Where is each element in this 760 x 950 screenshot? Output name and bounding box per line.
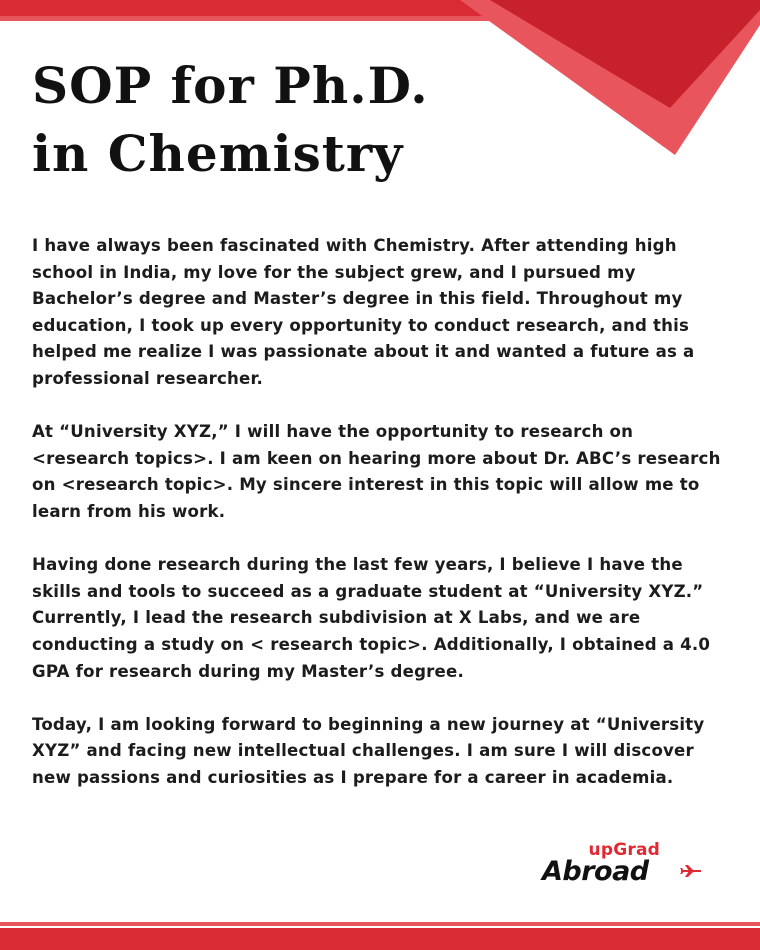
sop-body [32, 233, 722, 818]
page-title [32, 52, 429, 188]
paragraph-4: Today, I am looking forward to beginning a new journey at “University XYZ” and facing new intellectual challenges. I am sure I will discover new passions and curiosities as I prepare for a career in academia. [32, 714, 705, 787]
logo-abroad-text: Abroad [542, 856, 649, 887]
bottom-accent-bar [0, 928, 760, 950]
paragraph-3: Having done research during the last few years, I believe I have the skills and tools to succeed as a graduate student at “University XYZ.” Currently, I lead the research subdivision at X Labs, and we are conducting a study on < research topic>. Additionally, I obtained a 4.0 GPA for research during my Master’s degree. [32, 555, 711, 681]
logo-upgrad-text: upGrad [588, 840, 660, 860]
upgrad-abroad-logo [542, 840, 702, 890]
paragraph-2: At “University XYZ,” I will have the opportunity to research on <research topics>. I am keen on hearing more about Dr. ABC’s research on <research topic>. My sincere interest in this topic will allow me to learn from his work. [32, 422, 721, 521]
title-line-2: in Chemistry [32, 124, 404, 183]
paragraph-1: I have always been fascinated with Chemistry. After attending high school in India, my love for the subject grew, and I pursued my Bachelor’s degree and Master’s degree in this field. Throughout my education, I took up every opportunity to conduct research, and this helped me realize I was passionate about it and wanted a future as a professional researcher. [32, 236, 695, 388]
title-line-1: SOP for Ph.D. [32, 56, 429, 115]
corner-chevron-decoration [460, 0, 760, 160]
airplane-icon [680, 864, 702, 878]
